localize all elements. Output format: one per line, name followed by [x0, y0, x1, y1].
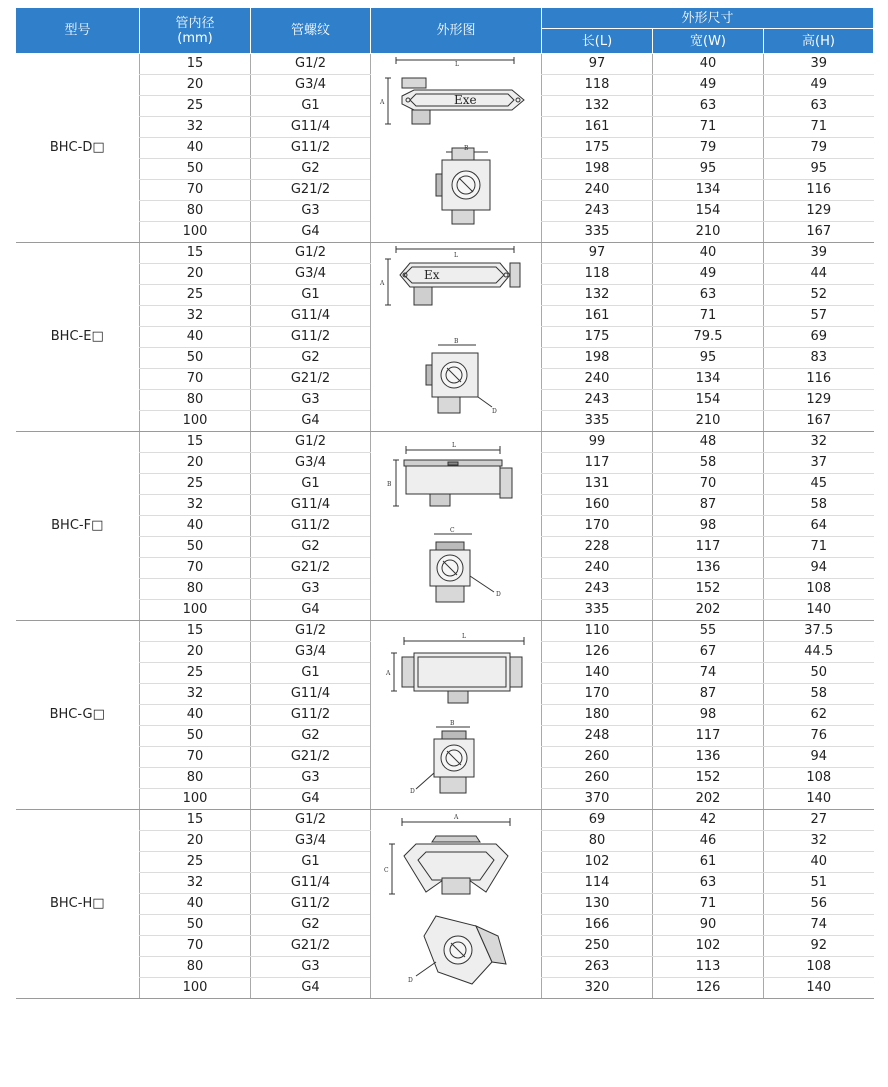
- thread-cell: G1/2: [251, 243, 371, 264]
- thread-cell: G11/2: [251, 705, 371, 726]
- thread-cell: G11/2: [251, 516, 371, 537]
- thread-cell: G21/2: [251, 369, 371, 390]
- header-length: 长(L): [542, 29, 653, 54]
- thread-cell: G1: [251, 663, 371, 684]
- drawing-label-a: A: [380, 99, 385, 106]
- width-cell: 152: [653, 768, 764, 789]
- height-cell: 52: [764, 285, 874, 306]
- height-cell: 116: [764, 180, 874, 201]
- drawing-label-l: L: [452, 442, 456, 449]
- drawing-label-a: A: [380, 280, 385, 287]
- thread-cell: G21/2: [251, 747, 371, 768]
- bore-cell: 15: [140, 810, 251, 831]
- height-cell: 94: [764, 558, 874, 579]
- model-cell: BHC-F□: [16, 432, 140, 621]
- height-cell: 37.5: [764, 621, 874, 642]
- width-cell: 74: [653, 663, 764, 684]
- thread-cell: G4: [251, 222, 371, 243]
- height-cell: 44: [764, 264, 874, 285]
- height-cell: 58: [764, 684, 874, 705]
- width-cell: 49: [653, 264, 764, 285]
- width-cell: 79: [653, 138, 764, 159]
- thread-cell: G3: [251, 957, 371, 978]
- width-cell: 95: [653, 159, 764, 180]
- length-cell: 161: [542, 306, 653, 327]
- length-cell: 240: [542, 369, 653, 390]
- bhc-g-drawing-icon: [376, 623, 536, 807]
- bore-cell: 15: [140, 54, 251, 75]
- drawing-cell: [371, 621, 542, 810]
- thread-cell: G11/2: [251, 894, 371, 915]
- length-cell: 117: [542, 453, 653, 474]
- height-cell: 76: [764, 726, 874, 747]
- width-cell: 63: [653, 873, 764, 894]
- thread-cell: G1: [251, 285, 371, 306]
- header-model: 型号: [16, 8, 140, 54]
- height-cell: 74: [764, 915, 874, 936]
- thread-cell: G1: [251, 96, 371, 117]
- bhc-f-drawing-icon: [376, 434, 536, 618]
- drawing-mark-exe: Exe: [454, 93, 477, 107]
- bore-cell: 32: [140, 873, 251, 894]
- bore-cell: 32: [140, 306, 251, 327]
- width-cell: 61: [653, 852, 764, 873]
- thread-cell: G2: [251, 348, 371, 369]
- bhc-h-drawing-icon: [376, 812, 536, 996]
- thread-cell: G3: [251, 201, 371, 222]
- width-cell: 134: [653, 369, 764, 390]
- length-cell: 243: [542, 579, 653, 600]
- length-cell: 161: [542, 117, 653, 138]
- thread-cell: G2: [251, 159, 371, 180]
- bore-cell: 100: [140, 978, 251, 999]
- drawing-label-a: A: [454, 814, 459, 821]
- length-cell: 335: [542, 600, 653, 621]
- length-cell: 140: [542, 663, 653, 684]
- thread-cell: G1/2: [251, 54, 371, 75]
- bore-cell: 80: [140, 768, 251, 789]
- model-cell: BHC-D□: [16, 54, 140, 243]
- thread-cell: G11/4: [251, 684, 371, 705]
- width-cell: 87: [653, 684, 764, 705]
- thread-cell: G3/4: [251, 831, 371, 852]
- width-cell: 48: [653, 432, 764, 453]
- bore-cell: 15: [140, 621, 251, 642]
- length-cell: 260: [542, 747, 653, 768]
- drawing-label-a: A: [386, 670, 391, 677]
- width-cell: 136: [653, 747, 764, 768]
- drawing-label-b: B: [450, 720, 455, 727]
- header-height: 高(H): [764, 29, 874, 54]
- bore-cell: 50: [140, 537, 251, 558]
- height-cell: 40: [764, 852, 874, 873]
- header-bore: [140, 8, 251, 54]
- table-row: [16, 432, 874, 453]
- thread-cell: G3/4: [251, 75, 371, 96]
- height-cell: 79: [764, 138, 874, 159]
- width-cell: 102: [653, 936, 764, 957]
- bore-cell: 50: [140, 348, 251, 369]
- drawing-label-d: D: [492, 408, 497, 415]
- spec-table-container: [15, 7, 873, 999]
- bore-cell: 50: [140, 159, 251, 180]
- height-cell: 71: [764, 537, 874, 558]
- width-cell: 71: [653, 117, 764, 138]
- height-cell: 83: [764, 348, 874, 369]
- height-cell: 45: [764, 474, 874, 495]
- width-cell: 40: [653, 243, 764, 264]
- bore-cell: 80: [140, 201, 251, 222]
- length-cell: 131: [542, 474, 653, 495]
- drawing-mark-ex: Ex: [424, 268, 440, 282]
- height-cell: 51: [764, 873, 874, 894]
- width-cell: 87: [653, 495, 764, 516]
- length-cell: 198: [542, 348, 653, 369]
- height-cell: 44.5: [764, 642, 874, 663]
- drawing-cell: [371, 243, 542, 432]
- table-row: [16, 810, 874, 831]
- bore-cell: 25: [140, 96, 251, 117]
- length-cell: 170: [542, 516, 653, 537]
- width-cell: 154: [653, 201, 764, 222]
- length-cell: 240: [542, 558, 653, 579]
- width-cell: 113: [653, 957, 764, 978]
- header-width: 宽(W): [653, 29, 764, 54]
- length-cell: 240: [542, 180, 653, 201]
- thread-cell: G3: [251, 768, 371, 789]
- table-row: [16, 621, 874, 642]
- drawing-label-c: C: [450, 527, 455, 534]
- width-cell: 71: [653, 894, 764, 915]
- thread-cell: G11/4: [251, 495, 371, 516]
- width-cell: 154: [653, 390, 764, 411]
- length-cell: 99: [542, 432, 653, 453]
- drawing-label-d: D: [410, 788, 415, 795]
- header-dims: 外形尺寸: [542, 8, 874, 29]
- bore-cell: 32: [140, 684, 251, 705]
- drawing-label-b: B: [454, 338, 459, 345]
- drawing-label-l: L: [454, 252, 458, 259]
- width-cell: 71: [653, 306, 764, 327]
- model-cell: BHC-E□: [16, 243, 140, 432]
- thread-cell: G21/2: [251, 180, 371, 201]
- height-cell: 95: [764, 159, 874, 180]
- length-cell: 126: [542, 642, 653, 663]
- width-cell: 210: [653, 411, 764, 432]
- bore-cell: 25: [140, 285, 251, 306]
- table-header: [16, 8, 874, 54]
- width-cell: 67: [653, 642, 764, 663]
- length-cell: 132: [542, 96, 653, 117]
- drawing-cell: [371, 432, 542, 621]
- height-cell: 71: [764, 117, 874, 138]
- bore-cell: 70: [140, 936, 251, 957]
- header-thread: 管螺纹: [251, 8, 371, 54]
- thread-cell: G3/4: [251, 264, 371, 285]
- width-cell: 202: [653, 789, 764, 810]
- length-cell: 97: [542, 54, 653, 75]
- thread-cell: G11/2: [251, 138, 371, 159]
- width-cell: 210: [653, 222, 764, 243]
- height-cell: 69: [764, 327, 874, 348]
- height-cell: 108: [764, 957, 874, 978]
- thread-cell: G11/4: [251, 306, 371, 327]
- thread-cell: G2: [251, 537, 371, 558]
- height-cell: 140: [764, 789, 874, 810]
- length-cell: 110: [542, 621, 653, 642]
- height-cell: 37: [764, 453, 874, 474]
- width-cell: 152: [653, 579, 764, 600]
- thread-cell: G1: [251, 474, 371, 495]
- height-cell: 32: [764, 432, 874, 453]
- bore-cell: 15: [140, 243, 251, 264]
- length-cell: 320: [542, 978, 653, 999]
- drawing-label-c: C: [384, 867, 389, 874]
- thread-cell: G1/2: [251, 810, 371, 831]
- bore-cell: 80: [140, 390, 251, 411]
- length-cell: 243: [542, 201, 653, 222]
- drawing-label-b: B: [464, 145, 469, 152]
- bore-cell: 100: [140, 411, 251, 432]
- length-cell: 80: [542, 831, 653, 852]
- height-cell: 56: [764, 894, 874, 915]
- thread-cell: G4: [251, 411, 371, 432]
- height-cell: 167: [764, 222, 874, 243]
- thread-cell: G3/4: [251, 453, 371, 474]
- thread-cell: G2: [251, 726, 371, 747]
- drawing-label-l: L: [462, 633, 466, 640]
- height-cell: 129: [764, 390, 874, 411]
- drawing-cell: [371, 54, 542, 243]
- width-cell: 117: [653, 726, 764, 747]
- bore-cell: 80: [140, 957, 251, 978]
- bore-cell: 100: [140, 222, 251, 243]
- length-cell: 118: [542, 75, 653, 96]
- bore-cell: 40: [140, 894, 251, 915]
- thread-cell: G3: [251, 579, 371, 600]
- height-cell: 58: [764, 495, 874, 516]
- thread-cell: G11/2: [251, 327, 371, 348]
- bore-cell: 70: [140, 558, 251, 579]
- width-cell: 134: [653, 180, 764, 201]
- bore-cell: 70: [140, 180, 251, 201]
- thread-cell: G11/4: [251, 117, 371, 138]
- width-cell: 46: [653, 831, 764, 852]
- width-cell: 63: [653, 96, 764, 117]
- height-cell: 108: [764, 579, 874, 600]
- drawing-label-b: B: [387, 481, 392, 488]
- width-cell: 136: [653, 558, 764, 579]
- height-cell: 39: [764, 243, 874, 264]
- length-cell: 69: [542, 810, 653, 831]
- height-cell: 50: [764, 663, 874, 684]
- thread-cell: G4: [251, 789, 371, 810]
- thread-cell: G21/2: [251, 936, 371, 957]
- width-cell: 202: [653, 600, 764, 621]
- bore-cell: 40: [140, 705, 251, 726]
- header-bore-line1: 管内径: [175, 15, 215, 31]
- bore-cell: 25: [140, 852, 251, 873]
- thread-cell: G1/2: [251, 432, 371, 453]
- length-cell: 263: [542, 957, 653, 978]
- bore-cell: 25: [140, 474, 251, 495]
- length-cell: 166: [542, 915, 653, 936]
- thread-cell: G11/4: [251, 873, 371, 894]
- length-cell: 335: [542, 222, 653, 243]
- thread-cell: G4: [251, 978, 371, 999]
- length-cell: 97: [542, 243, 653, 264]
- length-cell: 243: [542, 390, 653, 411]
- header-bore-line2: (mm): [177, 30, 213, 46]
- width-cell: 98: [653, 705, 764, 726]
- length-cell: 180: [542, 705, 653, 726]
- bore-cell: 40: [140, 327, 251, 348]
- thread-cell: G21/2: [251, 558, 371, 579]
- bore-cell: 20: [140, 642, 251, 663]
- height-cell: 49: [764, 75, 874, 96]
- width-cell: 42: [653, 810, 764, 831]
- length-cell: 175: [542, 138, 653, 159]
- length-cell: 118: [542, 264, 653, 285]
- bore-cell: 50: [140, 726, 251, 747]
- height-cell: 140: [764, 978, 874, 999]
- bore-cell: 70: [140, 747, 251, 768]
- thread-cell: G1: [251, 852, 371, 873]
- length-cell: 260: [542, 768, 653, 789]
- width-cell: 79.5: [653, 327, 764, 348]
- model-cell: BHC-H□: [16, 810, 140, 999]
- length-cell: 248: [542, 726, 653, 747]
- drawing-label-d: D: [496, 591, 501, 598]
- thread-cell: G1/2: [251, 621, 371, 642]
- table-body: [16, 54, 874, 999]
- width-cell: 70: [653, 474, 764, 495]
- width-cell: 117: [653, 537, 764, 558]
- length-cell: 198: [542, 159, 653, 180]
- bore-cell: 100: [140, 789, 251, 810]
- length-cell: 114: [542, 873, 653, 894]
- height-cell: 32: [764, 831, 874, 852]
- bore-cell: 32: [140, 117, 251, 138]
- drawing-label-l: L: [455, 61, 459, 68]
- height-cell: 39: [764, 54, 874, 75]
- width-cell: 40: [653, 54, 764, 75]
- height-cell: 64: [764, 516, 874, 537]
- width-cell: 98: [653, 516, 764, 537]
- height-cell: 129: [764, 201, 874, 222]
- height-cell: 116: [764, 369, 874, 390]
- height-cell: 27: [764, 810, 874, 831]
- height-cell: 62: [764, 705, 874, 726]
- bore-cell: 50: [140, 915, 251, 936]
- drawing-cell: [371, 810, 542, 999]
- thread-cell: G3/4: [251, 642, 371, 663]
- bore-cell: 20: [140, 75, 251, 96]
- bhc-e-drawing-icon: [376, 245, 536, 429]
- width-cell: 58: [653, 453, 764, 474]
- bore-cell: 25: [140, 663, 251, 684]
- bore-cell: 80: [140, 579, 251, 600]
- height-cell: 92: [764, 936, 874, 957]
- spec-table: [15, 7, 874, 999]
- drawing-label-d: D: [408, 977, 413, 984]
- header-drawing: 外形图: [371, 8, 542, 54]
- length-cell: 335: [542, 411, 653, 432]
- model-cell: BHC-G□: [16, 621, 140, 810]
- width-cell: 95: [653, 348, 764, 369]
- length-cell: 130: [542, 894, 653, 915]
- thread-cell: G4: [251, 600, 371, 621]
- width-cell: 126: [653, 978, 764, 999]
- thread-cell: G3: [251, 390, 371, 411]
- width-cell: 55: [653, 621, 764, 642]
- height-cell: 108: [764, 768, 874, 789]
- length-cell: 132: [542, 285, 653, 306]
- length-cell: 160: [542, 495, 653, 516]
- width-cell: 49: [653, 75, 764, 96]
- bore-cell: 20: [140, 831, 251, 852]
- height-cell: 140: [764, 600, 874, 621]
- bore-cell: 70: [140, 369, 251, 390]
- thread-cell: G2: [251, 915, 371, 936]
- bore-cell: 40: [140, 516, 251, 537]
- bore-cell: 32: [140, 495, 251, 516]
- length-cell: 170: [542, 684, 653, 705]
- width-cell: 90: [653, 915, 764, 936]
- length-cell: 370: [542, 789, 653, 810]
- bore-cell: 20: [140, 453, 251, 474]
- length-cell: 250: [542, 936, 653, 957]
- length-cell: 175: [542, 327, 653, 348]
- height-cell: 63: [764, 96, 874, 117]
- bore-cell: 20: [140, 264, 251, 285]
- bore-cell: 15: [140, 432, 251, 453]
- table-row: [16, 243, 874, 264]
- bore-cell: 100: [140, 600, 251, 621]
- bhc-d-drawing-icon: [376, 56, 536, 240]
- height-cell: 57: [764, 306, 874, 327]
- length-cell: 102: [542, 852, 653, 873]
- width-cell: 63: [653, 285, 764, 306]
- height-cell: 167: [764, 411, 874, 432]
- table-row: [16, 54, 874, 75]
- height-cell: 94: [764, 747, 874, 768]
- bore-cell: 40: [140, 138, 251, 159]
- length-cell: 228: [542, 537, 653, 558]
